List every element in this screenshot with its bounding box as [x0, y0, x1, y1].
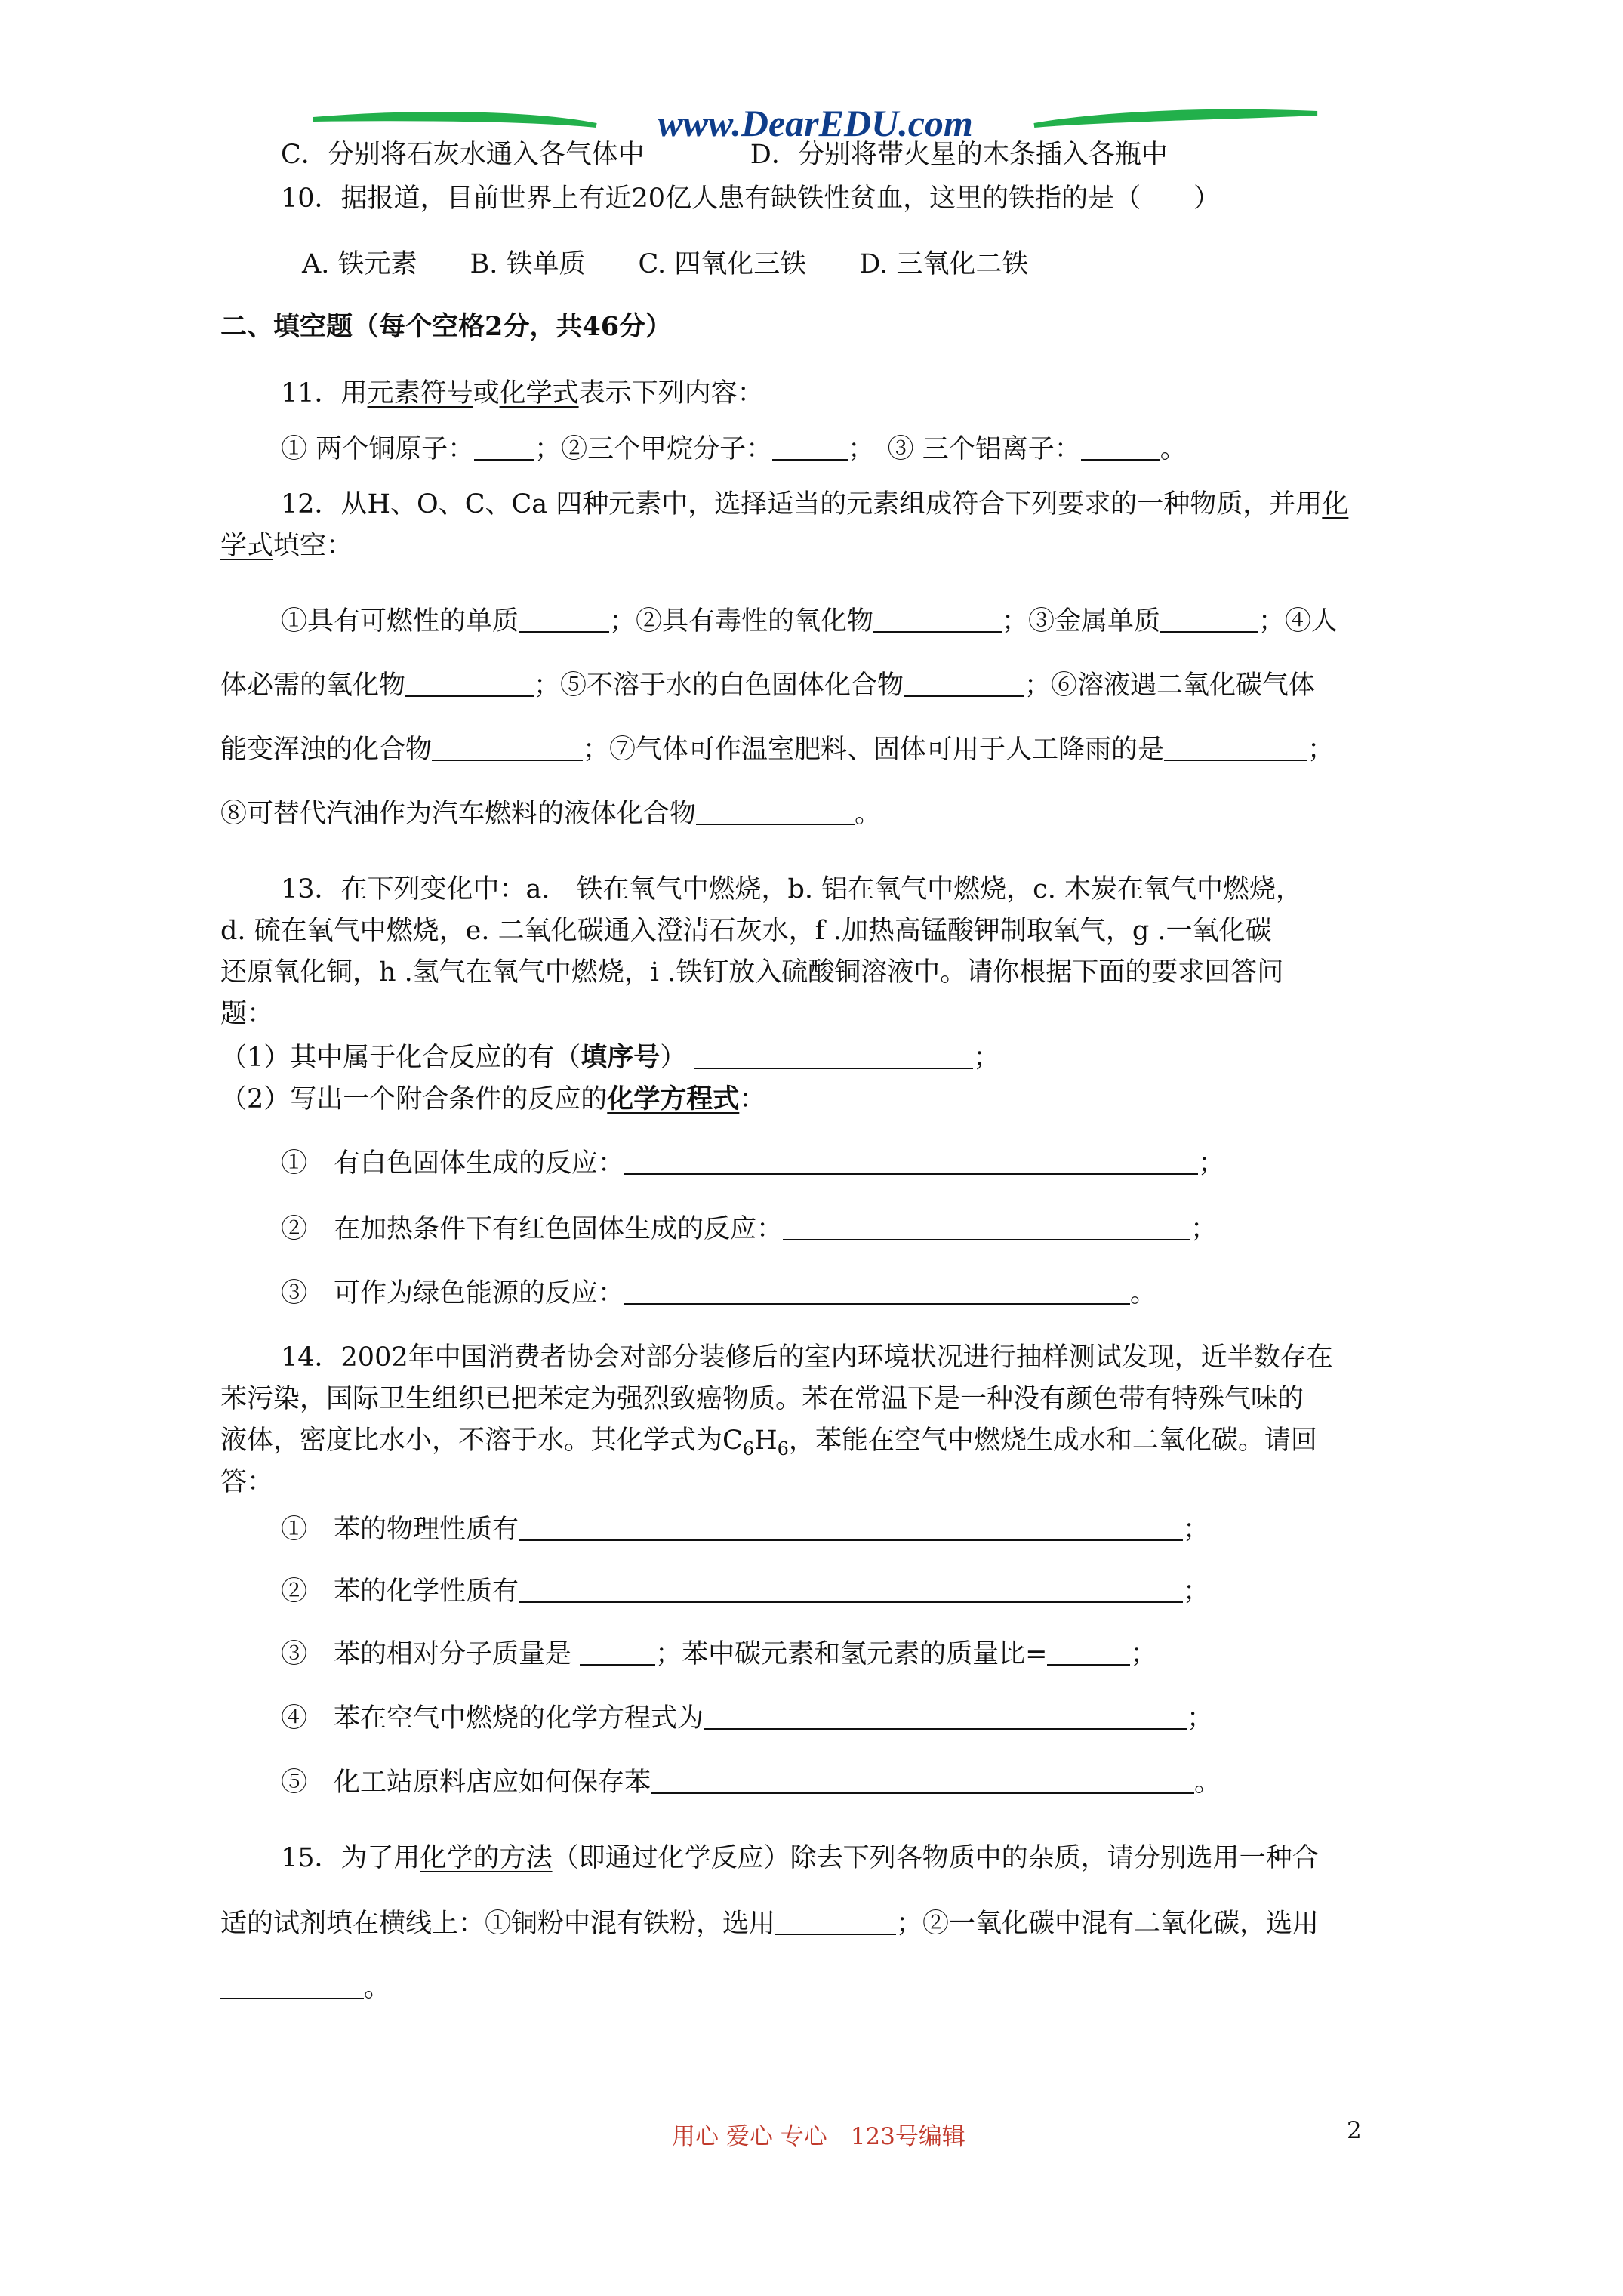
q14-i1-end: ；	[1183, 1515, 1210, 1545]
q12-line3-b: ；⑦气体可作温室肥料、固体可用于人工降雨的是	[583, 735, 1165, 765]
footer-credit: 用心 爱心 专心 123号编辑	[672, 2123, 965, 2150]
q13-sub1-a: （1）其中属于化合反应的有（	[220, 1043, 581, 1073]
q14-item-3	[281, 1637, 1156, 1672]
q15-line2-a: 适的试剂填在横线上：①铜粉中混有铁粉，选用	[220, 1909, 776, 1939]
q13-reaction-1	[281, 1146, 1224, 1181]
q14-line1: 14．2002年中国消费者协会对部分装修后的室内环境状况进行抽样测试发现，近半数存在	[281, 1342, 1333, 1373]
left-swoosh	[313, 114, 596, 125]
answer-blank[interactable]	[775, 1908, 896, 1935]
answer-blank[interactable]	[624, 1148, 1198, 1175]
q14-line2: 苯污染，国际卫生组织已把苯定为强烈致癌物质。苯在常温下是一种没有颜色带有特殊气味的	[220, 1384, 1304, 1414]
answer-blank[interactable]	[696, 798, 855, 825]
q14-line4: 答：	[220, 1467, 274, 1497]
q14-i3-label-b: ；苯中碳元素和氢元素的质量比=	[655, 1639, 1048, 1669]
q13-sub1-bold: 填序号	[581, 1042, 661, 1073]
q11-keyword-formula: 化学式	[499, 378, 579, 408]
q13-reaction-2	[281, 1212, 1217, 1247]
q11-text-b: 或	[473, 378, 500, 408]
q12-line2-c: ；⑥溶液遇二氧化碳气体	[1024, 670, 1316, 701]
q12-blank1-label: ①具有可燃性的单质	[281, 606, 519, 636]
q11-item-1: ① 两个铜原子：	[281, 434, 475, 464]
q14-i2-end: ；	[1183, 1576, 1210, 1607]
q15-line1-a: 15．为了用	[281, 1843, 420, 1873]
q13-r3-end: 。	[1130, 1278, 1157, 1308]
q12-line4-b: 。	[855, 799, 882, 829]
q13-r2-end: ；	[1190, 1214, 1218, 1244]
q13-sub2	[220, 1082, 765, 1117]
answer-blank[interactable]	[519, 1576, 1183, 1603]
q12-para-line2	[220, 668, 1315, 703]
right-swoosh	[1034, 112, 1317, 125]
q12-para-line3	[220, 732, 1334, 767]
q14-item-1	[281, 1512, 1209, 1547]
q11-text-c: 表示下列内容：	[578, 378, 764, 408]
page-number: 2	[1347, 2117, 1362, 2144]
answer-blank[interactable]	[772, 433, 848, 461]
q15-line3-end: 。	[364, 1973, 391, 2003]
q14-line3-a: 液体，密度比水小，不溶于水。其化学式为C	[220, 1425, 743, 1456]
answer-blank[interactable]	[1081, 433, 1160, 461]
q15-line2-b: ；②一氧化碳中混有二氧化碳，选用	[896, 1909, 1320, 1939]
q12-line3-a: 能变浑浊的化合物	[220, 735, 433, 765]
q14-i5-end: 。	[1194, 1767, 1221, 1798]
q11-item-3: ； ③ 三个铝离子：	[848, 434, 1081, 464]
answer-blank[interactable]	[580, 1638, 655, 1666]
answer-blank[interactable]	[624, 1277, 1130, 1305]
answer-blank[interactable]	[1160, 606, 1258, 633]
q15-line1	[281, 1841, 1319, 1875]
q14-i1-label: ① 苯的物理性质有	[281, 1515, 519, 1545]
q14-i4-label: ④ 苯在空气中燃烧的化学方程式为	[281, 1703, 704, 1734]
q15-line3	[220, 1971, 390, 2005]
answer-blank[interactable]	[704, 1703, 1187, 1730]
q12-para-line4	[220, 797, 881, 831]
q14-i2-label: ② 苯的化学性质有	[281, 1576, 519, 1607]
q13-sub1	[220, 1040, 999, 1075]
q14-sub-h: 6	[777, 1438, 789, 1459]
q13-r1-label: ① 有白色固体生成的反应：	[281, 1148, 625, 1179]
q13-line4: 题：	[220, 999, 274, 1029]
q14-sub-c: 6	[742, 1438, 755, 1459]
q14-i5-label: ⑤ 化工站原料店应如何保存苯	[281, 1767, 651, 1798]
answer-blank[interactable]	[519, 606, 609, 633]
q14-line3	[220, 1423, 1317, 1466]
q13-sub2-keyword: 化学方程式	[607, 1083, 740, 1114]
answer-blank[interactable]	[519, 1514, 1183, 1541]
q12-text: 12．从H、O、C、Ca 四种元素中，选择适当的元素组成符合下列要求的一种物质，并用	[281, 489, 1323, 519]
section-heading: 二、填空题（每个空格2分，共46分）	[220, 311, 673, 342]
q10-options: A. 铁元素 B. 铁单质 C. 四氧化三铁 D. 三氧化二铁	[302, 249, 1029, 279]
q12-keyword-part2: 学式	[220, 531, 274, 561]
q13-reaction-3	[281, 1276, 1156, 1311]
q14-h: H	[754, 1425, 778, 1456]
answer-blank[interactable]	[220, 1972, 364, 1999]
q14-item-2	[281, 1574, 1209, 1609]
q11-keyword-symbol: 元素符号	[367, 378, 473, 408]
q14-item-4	[281, 1701, 1213, 1736]
q13-r3-label: ③ 可作为绿色能源的反应：	[281, 1278, 625, 1308]
answer-blank[interactable]	[694, 1042, 973, 1069]
q12-line2-b: ；⑤不溶于水的白色固体化合物	[534, 670, 904, 701]
q12-line4-a: ⑧可替代汽油作为汽车燃料的液体化合物	[220, 799, 697, 829]
q13-line1: 13．在下列变化中：a. 铁在氧气中燃烧，b. 铝在氧气中燃烧，c. 木炭在氧气中燃烧，	[281, 874, 1303, 905]
q14-i3-end: ；	[1130, 1639, 1157, 1669]
answer-blank[interactable]	[904, 670, 1024, 697]
q11-item-2: ；②三个甲烷分子：	[534, 434, 773, 464]
q15-line1-b: （即通过化学反应）除去下列各物质中的杂质，请分别选用一种合	[552, 1843, 1319, 1873]
q12-text-b: 填空：	[273, 531, 353, 561]
answer-blank[interactable]	[405, 670, 534, 697]
q13-line3: 还原氧化铜，h .氢气在氧气中燃烧，i .铁钉放入硫酸铜溶液中。请你根据下面的要求回答问	[220, 957, 1284, 988]
q12-stem-line2	[220, 529, 353, 563]
q14-i3-label-a: ③ 苯的相对分子质量是	[281, 1639, 581, 1669]
answer-blank[interactable]	[432, 734, 583, 761]
q13-line2: d. 硫在氧气中燃烧，e. 二氧化碳通入澄清石灰水，f .加热高锰酸钾制取氧气，g .一氧化碳	[220, 916, 1272, 946]
q14-line3-b: ，苯能在空气中燃烧生成水和二氧化碳。请回	[788, 1425, 1317, 1456]
answer-blank[interactable]	[1047, 1638, 1130, 1666]
answer-blank[interactable]	[783, 1213, 1190, 1240]
q11-stem	[281, 376, 764, 411]
answer-blank[interactable]	[873, 606, 1002, 633]
q12-blank2-label: ；②具有毒性的氧化物	[609, 606, 874, 636]
q9-options-cd: C．分别将石灰水通入各气体中 D．分别将带火星的木条插入各瓶中	[281, 140, 1168, 170]
q12-keyword-part1: 化	[1322, 489, 1349, 519]
answer-blank[interactable]	[474, 433, 534, 461]
logo-text: www.DearEDU.com	[658, 102, 973, 144]
q12-stem-line1	[281, 487, 1348, 522]
q13-r2-label: ② 在加热条件下有红色固体生成的反应：	[281, 1214, 784, 1244]
answer-blank[interactable]	[1164, 734, 1307, 761]
q10-stem: 10．据报道，目前世界上有近20亿人患有缺铁性贫血，这里的铁指的是（ ）	[281, 183, 1221, 214]
q13-sub2-a: （2）写出一个附合条件的反应的	[220, 1084, 608, 1114]
q13-sub1-end: ；	[973, 1043, 1000, 1073]
q12-line2-a: 体必需的氧化物	[220, 670, 406, 701]
q12-line3-c: ；	[1307, 735, 1335, 765]
q11-items	[281, 432, 1187, 467]
q12-blank4-label: ；④人	[1258, 606, 1338, 636]
q13-sub1-b: ）	[660, 1043, 687, 1073]
q11-text-a: 11．用	[281, 378, 368, 408]
q15-line2	[220, 1906, 1319, 1941]
q12-blank3-label: ；③金属单质	[1002, 606, 1161, 636]
q14-i4-end: ；	[1187, 1703, 1214, 1734]
q11-end: 。	[1160, 434, 1187, 464]
q15-keyword: 化学的方法	[420, 1843, 553, 1873]
answer-blank[interactable]	[651, 1767, 1194, 1794]
q14-item-5	[281, 1765, 1221, 1800]
q13-r1-end: ；	[1198, 1148, 1225, 1179]
q12-para-line1	[281, 604, 1338, 639]
q13-sub2-b: ：	[739, 1084, 766, 1114]
